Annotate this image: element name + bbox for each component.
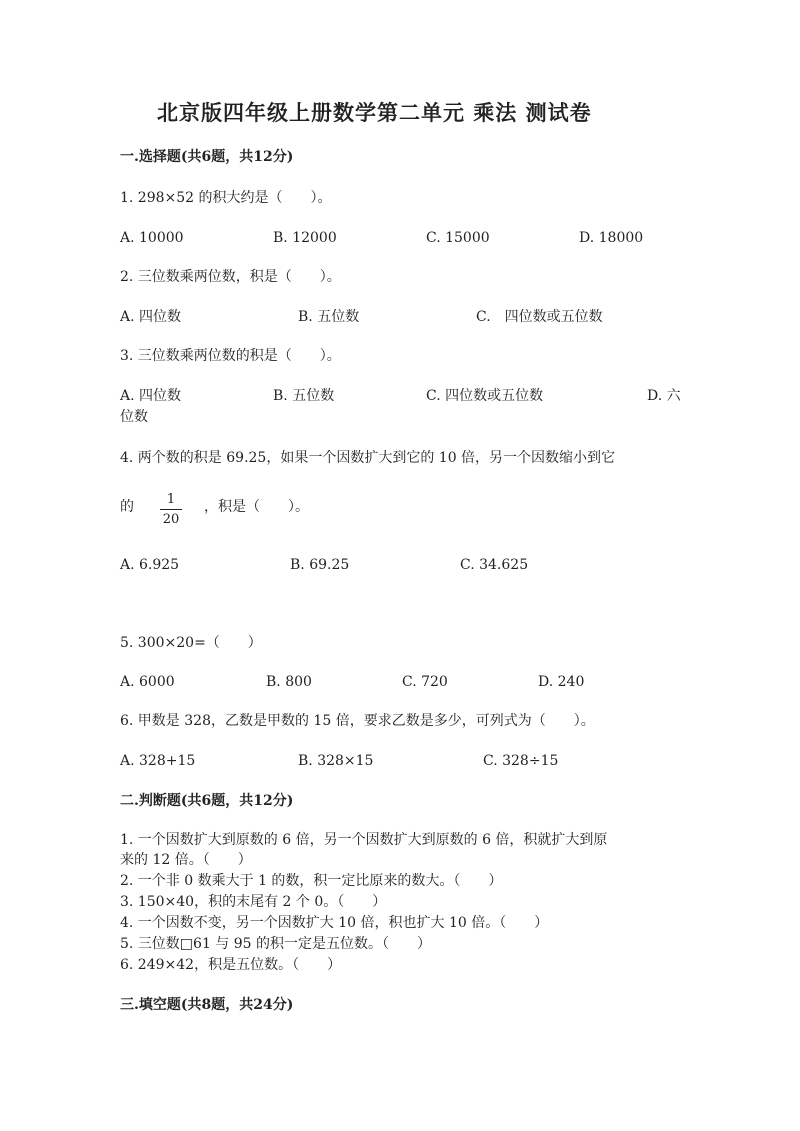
tf-item-6: 6. 249×42，积是五位数。（ ）: [120, 957, 342, 973]
question-3-option-a: A. 四位数: [120, 388, 182, 404]
question-1-option-d: D. 18000: [579, 230, 644, 246]
question-3-option-b: B. 五位数: [273, 388, 335, 404]
tf-item-3: 3. 150×40，积的末尾有 2 个 0。（ ）: [120, 894, 387, 910]
tf-item-2: 2. 一个非 0 数乘大于 1 的数，积一定比原来的数大。（ ）: [120, 873, 503, 889]
page-title: 北京版四年级上册数学第二单元 乘法 测试卷: [157, 100, 592, 125]
tf-item-4: 4. 一个因数不变，另一个因数扩大 10 倍，积也扩大 10 倍。（ ）: [120, 915, 549, 931]
question-4-stem-line1: 4. 两个数的积是 69.25，如果一个因数扩大到它的 10 倍，另一个因数缩小到它: [120, 450, 616, 466]
question-4-option-c: C. 34.625: [460, 557, 529, 573]
question-4-option-a: A. 6.925: [120, 557, 180, 573]
question-5-stem: 5. 300×20=（ ）: [120, 635, 262, 651]
tf-item-5: 5. 三位数□61 与 95 的积一定是五位数。（ ）: [120, 936, 432, 952]
question-6-option-b: B. 328×15: [298, 753, 374, 769]
section-heading-true-false: 二.判断题(共6题，共12分): [120, 793, 294, 809]
question-1-stem: 1. 298×52 的积大约是（ ）。: [120, 190, 332, 206]
question-1-option-c: C. 15000: [426, 230, 490, 246]
fraction-denominator: 20: [162, 512, 180, 527]
question-5-option-d: D. 240: [538, 674, 585, 690]
question-1-option-b: B. 12000: [273, 230, 337, 246]
question-3-stem: 3. 三位数乘两位数的积是（ ）。: [120, 348, 341, 364]
question-2-option-a: A. 四位数: [120, 309, 182, 325]
question-6-stem: 6. 甲数是 328，乙数是甲数的 15 倍，要求乙数是多少，可列式为（ ）。: [120, 713, 595, 729]
question-5-option-c: C. 720: [402, 674, 448, 690]
question-5-option-b: B. 800: [266, 674, 312, 690]
question-2-stem: 2. 三位数乘两位数，积是（ ）。: [120, 269, 341, 285]
question-3-option-d: D. 六: [647, 388, 681, 404]
question-2-option-b: B. 五位数: [298, 309, 360, 325]
question-4-stem-suffix: ，积是（ ）。: [204, 499, 309, 515]
tf-item-1-line2: 来的 12 倍。（ ）: [120, 852, 252, 868]
section-heading-fill-in: 三.填空题(共8题，共24分): [120, 997, 294, 1013]
fraction-one-twentieth: [160, 492, 182, 527]
tf-item-1-line1: 1. 一个因数扩大到原数的 6 倍，另一个因数扩大到原数的 6 倍，积就扩大到原: [120, 832, 608, 848]
question-3-option-d-continued: 位数: [120, 409, 148, 425]
question-2-option-c: C. 四位数或五位数: [476, 309, 603, 325]
question-1-option-a: A. 10000: [120, 230, 184, 246]
question-4-option-b: B. 69.25: [290, 557, 350, 573]
question-6-option-a: A. 328+15: [120, 753, 196, 769]
fraction-bar: [160, 509, 182, 510]
question-3-option-c: C. 四位数或五位数: [426, 388, 544, 404]
fraction-numerator: 1: [166, 492, 176, 507]
question-6-option-c: C. 328÷15: [483, 753, 559, 769]
question-4-stem-prefix: 的: [120, 499, 134, 515]
question-5-option-a: A. 6000: [120, 674, 175, 690]
section-heading-choice: 一.选择题(共6题，共12分): [120, 149, 294, 165]
